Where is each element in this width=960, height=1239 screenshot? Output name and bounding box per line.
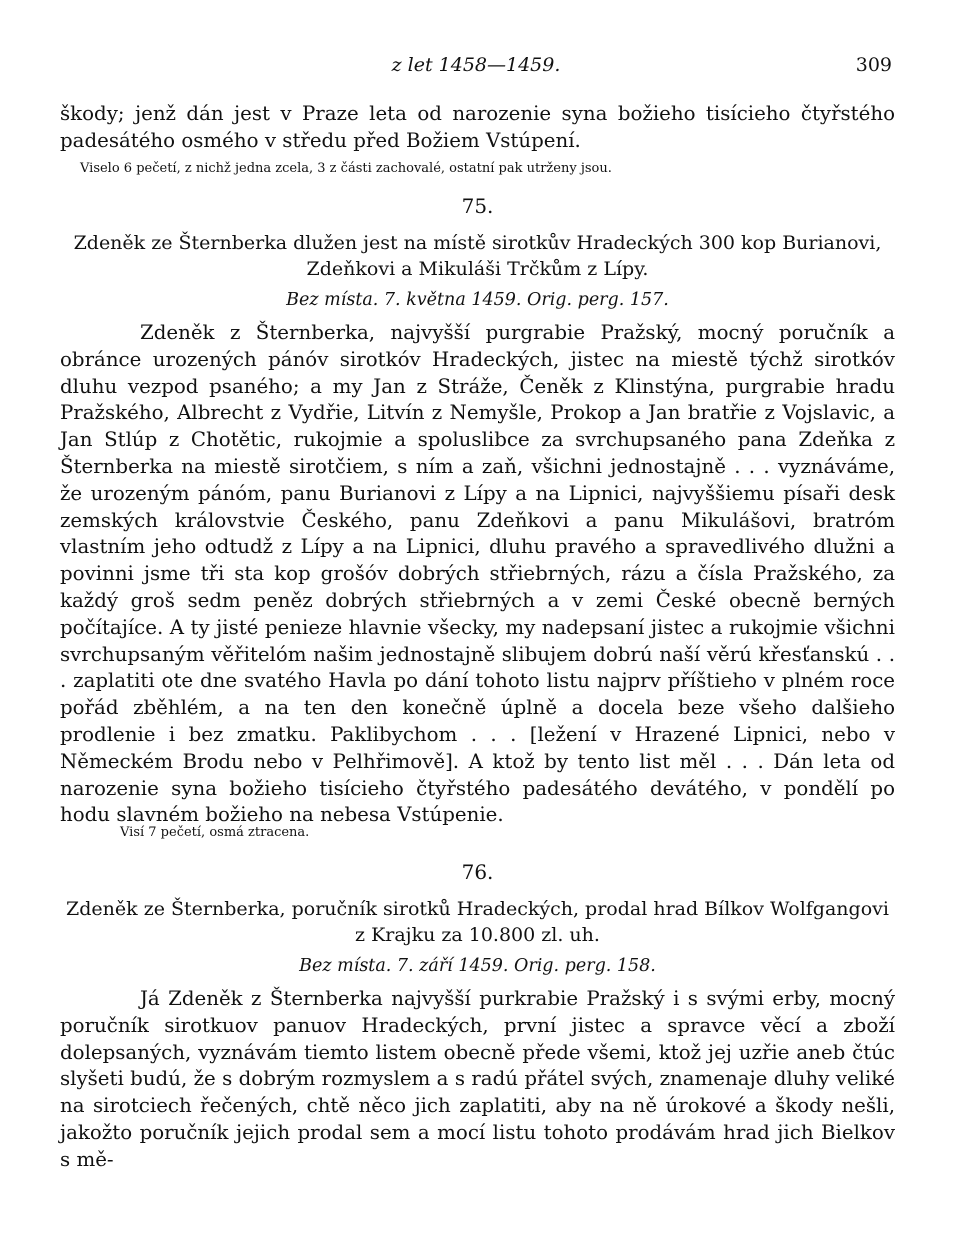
document-76-source-line [60,956,895,980]
document-76-regest: Zdeněk ze Šternberka, poručník sirotků Hradeckých, prodal hrad Bílkov Wolfgangovi z Krajku za 10.800 zl. uh. [66,898,889,946]
document-75-section [60,194,895,222]
document-75-source-line [60,290,895,314]
document-75-seal-note: Visí 7 pečetí, osmá ztracena. [120,825,310,840]
previous-document-seal-note: Viselo 6 pečetí, z nichž jedna zcela, 3 z části zachovalé, ostatní pak utrženy jsou. [80,161,612,176]
previous-document-ending: škody; jenž dán jest v Praze leta od narozenie syna božieho tisícieho čtyřstého padesátého osmého v středu před Božiem Vstúpení. [60,102,895,152]
document-75-source: Bez místa. 7. května 1459. Orig. perg. 157. [286,290,669,310]
document-75-text: Zdeněk z Šternberka, najvyšší purgrabie Pražský, mocný poručník a obránce urozených pánóv sirotkóv Hradeckých, jistec na miestě týchž sirotkóv dluhu vezpod psaného; a my Jan z Stráže, Čeněk z Klinstýna, purgrabie hradu Pražského, Albrecht z Vydřie, Litvín z Nemyšle, Prokop a Jan bratřie z Vojslavic, a Jan Stlúp z Chotětic, rukojmie a spoluslibce za svrchupsaného pana Zdeňka z Šternberka na miestě sirotčiem, s ním a zaň, všichni jednostajně . . . vyznáváme, že urozeným pánóm, panu Burianovi z Lípy a na Lipnici, najvyššiemu písaři desk zemských královstvie Českého, panu Zdeňkovi a panu Mikulášovi, bratróm vlastním jeho odtudž z Lípy a na Lipnici, dluhu pravého a spravedlivého dlužni a povinni jsme tři sta kop grošóv dobrých střiebrných, rázu a čísla Pražského, za každý groš sedm peněz dobrých střiebrných a v zemi České obecně berných počítajíce. A ty jisté penieze hlavnie všecky, my nadepsaní jistec a rukojmie všichni svrchupsaným věřitelóm našim jednostajně slibujem dobrú naší věrú křesťanskú . . . zaplatiti ote dne svatého Havla po dání tohoto listu najprv příštieho v plném roce pořád zběhlém, a na ten den konečně úplně a docela beze všeho dalšieho prodlenie i bez zmatku. Paklibychom . . . [ležení v Hrazené Lipnici, nebo v Německém Brodu nebo v Pelhřimově]. A ktož by tento list měl . . . Dán leta od narozenie syna božieho tisícieho čtyřstého padesátého devátého, v pondělí po hodu slavném božieho na nebesa Vstúpenie. [60,321,895,827]
running-title: z let 1458—1459. [391,54,561,76]
document-75-number: 75. [461,194,494,218]
document-75-regest: Zdeněk ze Šternberka dlužen jest na místě sirotkův Hradeckých 300 kop Burianovi, Zdeňkovi a Mikuláši Trčkům z Lípy. [73,232,882,280]
document-76-text: Já Zdeněk z Šternberka najvyšší purkrabie Pražský i s svými erby, mocný poručník sirotkuov panuov Hradeckých, první jistec a spravce věcí a zboží dolepsaných, vyznávám tiemto listem obecně přede všemi, ktož jej uzřie aneb čtúc slyšeti budú, že s dobrým rozmyslem a s radú přátel svých, znamenaje dluhy veliké na sirotciech řečených, chtě něco jich zaplatiti, aby na ně úrokové a škody nešli, jakožto poručník jejich prodal sem a mocí listu tohoto prodávám hrad jich Bielkov s mě- [60,987,895,1171]
document-76-number: 76. [461,860,494,884]
page-header [60,54,892,82]
page-number: 309 [855,54,892,76]
document-76-source: Bez místa. 7. září 1459. Orig. perg. 158. [299,956,656,976]
document-76-section [60,860,895,888]
